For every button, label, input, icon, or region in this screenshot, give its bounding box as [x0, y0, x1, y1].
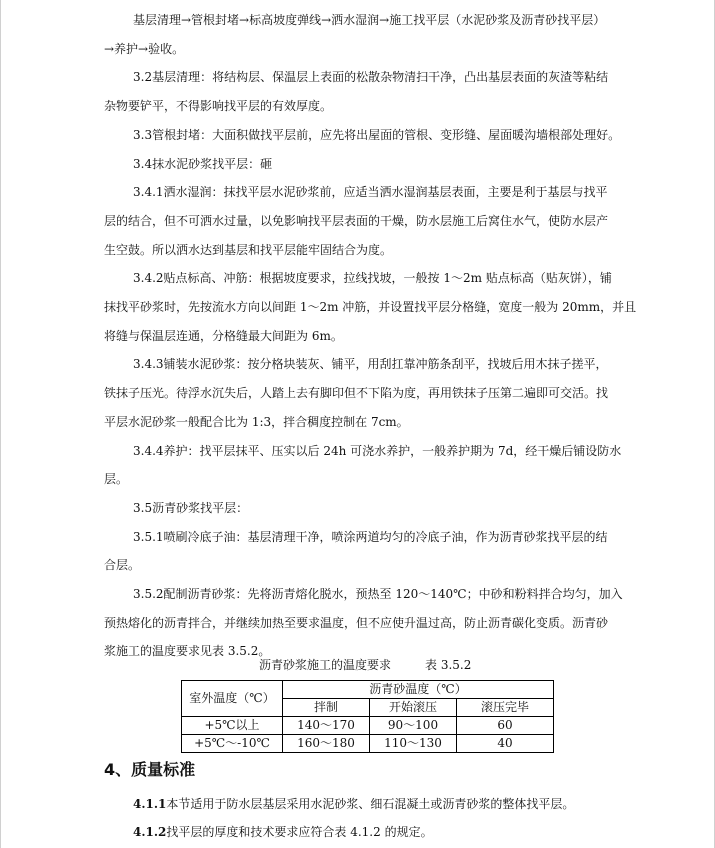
paragraph-line: 3.5.2配制沥青砂浆：先将沥青熔化脱水，预热至 120～140℃；中砂和粉料拌合均匀，加入	[133, 587, 623, 601]
paragraph-line: 合层。	[104, 558, 141, 573]
paragraph-line: 层。	[104, 472, 129, 487]
table-cell: +5℃以上	[182, 717, 283, 735]
paragraph-line: 3.4.3铺装水泥砂浆：按分格块装灰、铺平，用刮扛靠冲筋条刮平，找坡后用木抹子搓平，	[133, 357, 608, 372]
quality-item	[133, 822, 433, 842]
paragraph-line: 3.5沥青砂浆找平层：	[133, 500, 249, 515]
table-cell: 90～100	[370, 717, 457, 735]
table-row	[182, 735, 554, 753]
paragraph-line: 杂物要铲平，不得影响找平层的有效厚度。	[104, 99, 333, 114]
table-header-outdoor-temp: 室外温度（℃）	[182, 681, 283, 717]
paragraph-line: 生空鼓。所以洒水达到基层和找平层能牢固结合为度。	[104, 242, 393, 257]
table-cell: 140～170	[283, 717, 370, 735]
table-row	[182, 717, 554, 735]
table-subheader: 拌制	[283, 699, 370, 717]
table-caption-number: 表 3.5.2	[425, 658, 472, 672]
paragraph-line: 将缝与保温层连通，分格缝最大间距为 6m。	[104, 328, 343, 343]
paragraph-line: 浆施工的温度要求见表 3.5.2。	[104, 644, 271, 659]
quality-item-text: 本节适用于防水层基层采用水泥砂浆、细石混凝土或沥青砂浆的整体找平层。	[166, 797, 575, 811]
table-cell: 60	[457, 717, 554, 735]
paragraph-line: 3.5.1喷刷冷底子油：基层清理干净，喷涂两道均匀的冷底子油，作为沥青砂浆找平层的结	[133, 529, 608, 544]
paragraph-line: 3.4.1洒水湿润：抹找平层水泥砂浆前，应适当洒水湿润基层表面，主要是利于基层与找平	[133, 185, 608, 200]
table-cell: 40	[457, 735, 554, 753]
page-edge-left	[0, 0, 1, 848]
table-cell: 110～130	[370, 735, 457, 753]
paragraph-line: →养护→验收。	[104, 41, 185, 56]
paragraph-line: 抹找平砂浆时，先按流水方向以间距 1～2m 冲筋，并设置找平层分格缝，宽度一般为 20mm，并且	[104, 300, 637, 314]
paragraph-line: 铁抹子压光。待浮水沉失后，人踏上去有脚印但不下陷为度，再用铁抹子压第二遍即可交活。找	[104, 386, 609, 401]
quality-item-text: 找平层的厚度和技术要求应符合表 4.1.2 的规定。	[166, 825, 433, 839]
paragraph-line: 平层水泥砂浆一般配合比为 1:3，拌合稠度控制在 7cm。	[104, 414, 409, 429]
table-subheader: 滚压完毕	[457, 699, 554, 717]
temperature-table	[181, 680, 554, 753]
paragraph-line: 预热熔化的沥青拌合，并继续加热至要求温度，但不应使升温过高，防止沥青碳化变质。沥青砂	[104, 615, 609, 630]
table-cell: +5℃～-10℃	[182, 735, 283, 753]
paragraph-line: 3.4.4养护：找平层抹平、压实以后 24h 可浇水养护，一般养护期为 7d，经干燥后铺设防水	[133, 443, 622, 458]
paragraph-line: 层的结合，但不可洒水过量，以免影响找平层表面的干燥，防水层施工后窝住水气，使防水层产	[104, 213, 609, 228]
table-caption-title: 沥青砂浆施工的温度要求	[259, 658, 392, 672]
table-subheader: 开始滚压	[370, 699, 457, 717]
paragraph-line: 3.4.2贴点标高、冲筋：根据坡度要求，拉线找坡，一般按 1～2m 贴点标高（贴灰饼），铺	[133, 271, 612, 286]
quality-item	[133, 794, 574, 814]
paragraph-line: 3.3管根封堵：大面积做找平层前，应先将出屋面的管根、变形缝、屋面暖沟墙根部处理好。	[133, 127, 621, 142]
paragraph-line: 3.2基层清理：将结构层、保温层上表面的松散杂物清扫干净，凸出基层表面的灰渣等粘结	[133, 70, 609, 85]
paragraph-line: 3.4抹水泥砂浆找平层：砸	[133, 156, 273, 171]
paragraph-line: 基层清理→管根封堵→标高坡度弹线→洒水湿润→施工找平层（水泥砂浆及沥青砂找平层）	[133, 13, 606, 27]
quality-item-number: 4.1.2	[133, 825, 167, 839]
section-heading: 4、质量标准	[104, 760, 196, 779]
table-caption	[259, 658, 471, 672]
table-header-asphalt-temp: 沥青砂温度（℃）	[283, 681, 554, 699]
quality-item-number: 4.1.1	[133, 797, 167, 811]
table-cell: 160～180	[283, 735, 370, 753]
